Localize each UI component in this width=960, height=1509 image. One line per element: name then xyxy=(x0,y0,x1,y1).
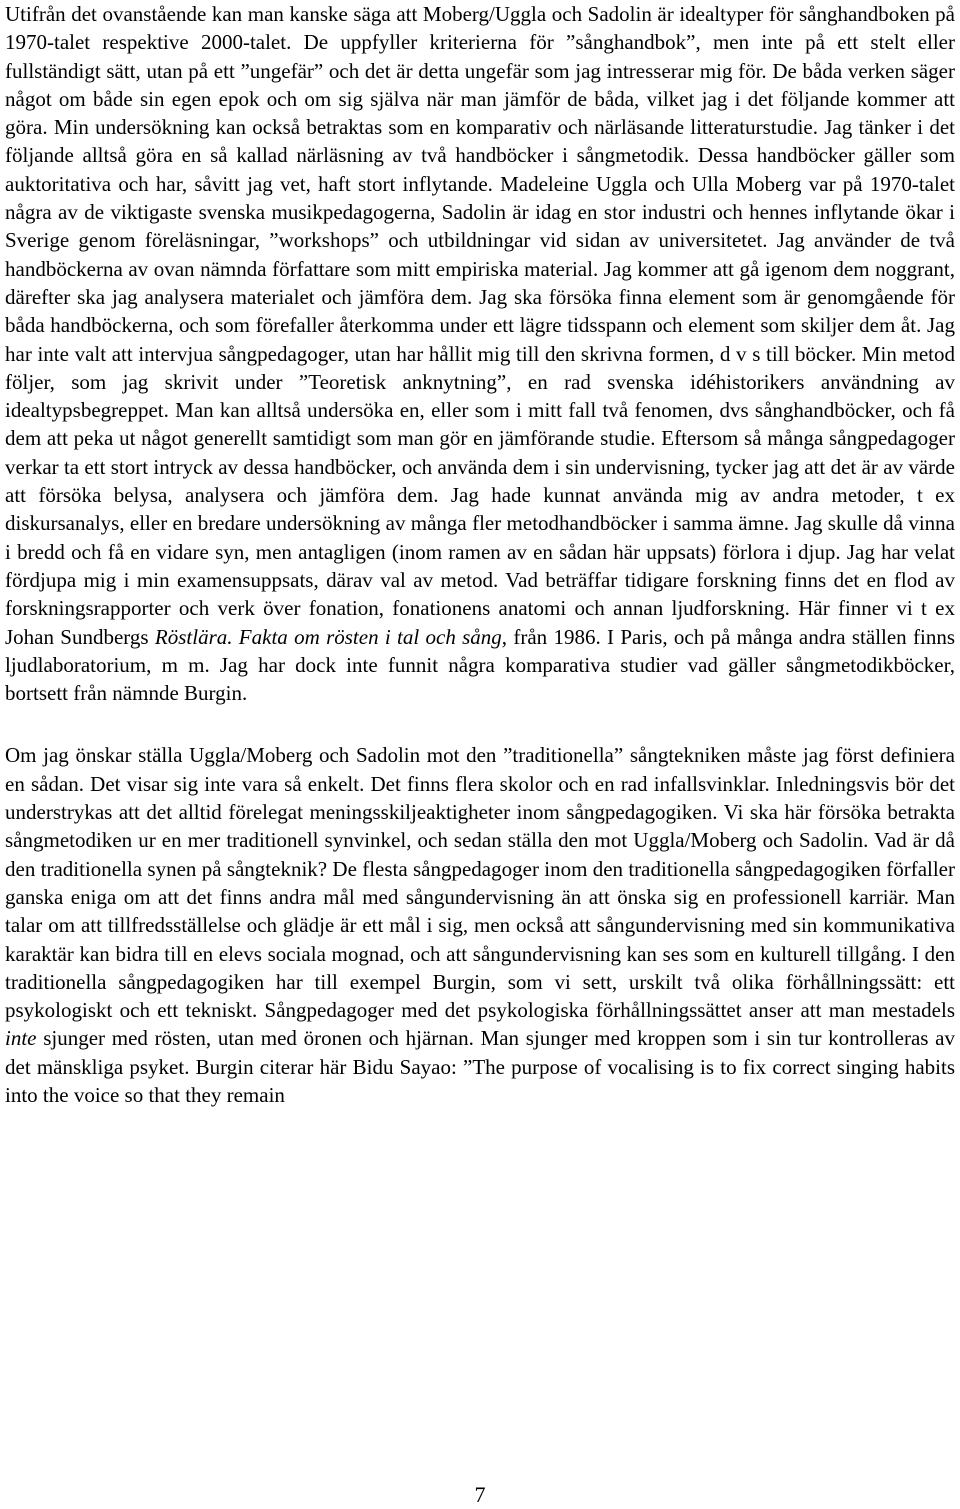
document-page xyxy=(5,0,955,1109)
page-number: 7 xyxy=(474,1482,486,1507)
body-paragraph-1 xyxy=(5,0,955,707)
paragraph-2-text-end: sjunger med rösten, utan med öronen och hjärnan. Man sjunger med kroppen som i sin tur kontrolleras av det mänskliga psyket. Burgin citerar här Bidu Sayao: ”The purpose of vocalising is to fix correct singing habits into the voice so that they remain xyxy=(5,1026,955,1107)
book-title-italic: Röstlära. Fakta om rösten i tal och sång xyxy=(154,624,502,649)
paragraph-1-text-end: , från 1986. I Paris, och på många andra ställen finns ljudlaboratorium, m m. Jag har dock inte funnit några komparativa studier vad gäller sångmetodikböcker, bortsett från nämnde Burgin. xyxy=(5,624,955,706)
body-paragraph-2 xyxy=(5,741,955,1109)
paragraph-2-text: Om jag önskar ställa Uggla/Moberg och Sadolin mot den ”traditionella” sångtekniken måste jag först definiera en sådan. Det visar sig inte vara så enkelt. Det finns flera skolor och en rad infallsvinklar. Inledningsvis bör det understrykas att det alltid förelegat meningsskiljeaktigheter inom sångpedagogiken. Vi ska här försöka betrakta sångmetodiken ur en mer traditionell synvinkel, och sedan ställa den mot Uggla/Moberg och Sadolin. Vad är då den traditionella synen på sångteknik? De flesta sångpedagoger inom den traditionella sångpedagogiken förfaller ganska eniga om att det finns andra mål med sångundervisning än att önska sig en professionell karriär. Man talar om att tillfredsställelse och glädje är ett mål i sig, men också att sångundervisning med sin kommunikativa karaktär kan bidra till en elevs sociala mognad, och att sångundervisning kan ses som en kulturell tillgång. I den traditionella sångpedagogiken har till exempel Burgin, som vi sett, urskilt två olika förhållningssätt: ett psykologiskt och ett tekniskt. Sångpedagoger med det psykologiska förhållningssättet anser att man mestadels xyxy=(5,743,955,1023)
emphasis-italic: inte xyxy=(5,1026,37,1051)
paragraph-1-text: Utifrån det ovanstående kan man kanske säga att Moberg/Uggla och Sadolin är idealtyper för sånghandboken på 1970-talet respektive 2000-talet. De uppfyller kriterierna för ”sånghandbok”, men inte på ett stelt eller fullständigt sätt, utan på ett ”ungefär” och det är detta ungefär som jag intresserar mig för. De båda verken säger något om både sin egen epok och om sig själva när man jämför de båda, vilket jag i det följande kommer att göra. Min undersökning kan också betraktas som en komparativ och närläsande litteraturstudie. Jag tänker i det följande alltså göra en så kallad närläsning av två handböcker i sångmetodik. Dessa handböcker gäller som auktoritativa och har, såvitt jag vet, haft stort inflytande. Madeleine Uggla och Ulla Moberg var på 1970-talet några av de viktigaste svenska musikpedagogerna, Sadolin är idag en stor industri och hennes inflytande ökar i Sverige genom föreläsningar, ”workshops” och utbildningar vid sidan av universitetet. Jag använder de två handböckerna av ovan nämnda författare som mitt empiriska material. Jag kommer att gå igenom dem noggrant, därefter ska jag analysera materialet och jämföra dem. Jag ska försöka finna element som är genomgående för båda handböckerna, och som förefaller återkomma under ett lägre tidsspann och element som skiljer dem åt. Jag har inte valt att intervjua sångpedagoger, utan har hållit mig till den skrivna formen, d v s till böcker. Min metod följer, som jag skrivit under ”Teoretisk anknytning”, en rad svenska idéhistorikers användning av idealtypsbegreppet. Man kan alltså undersöka en, eller som i mitt fall två fenomen, dvs sånghandböcker, och få dem att peka ut något generellt samtidigt som man gör en jämförande studie. Eftersom så många sångpedagoger verkar ta ett stort intryck av dessa handböcker, och använda dem i sin undervisning, tycker jag att det är av värde att försöka belysa, analysera och jämföra dem. Jag hade kunnat använda mig av andra metoder, t ex diskursanalys, eller en bredare undersökning av många fler metodhandböcker i samma ämne. Jag skulle då vinna i bredd och få en vidare syn, men antagligen (inom ramen av en sådan här uppsats) förlora i djup. Jag har velat fördjupa mig i min examensuppsats, därav val av metod. Vad beträffar tidigare forskning finns det en flod av forskningsrapporter och verk över fonation, fonationens anatomi och annan ljudforskning. Här finner vi t ex Johan Sundbergs xyxy=(5,2,955,649)
